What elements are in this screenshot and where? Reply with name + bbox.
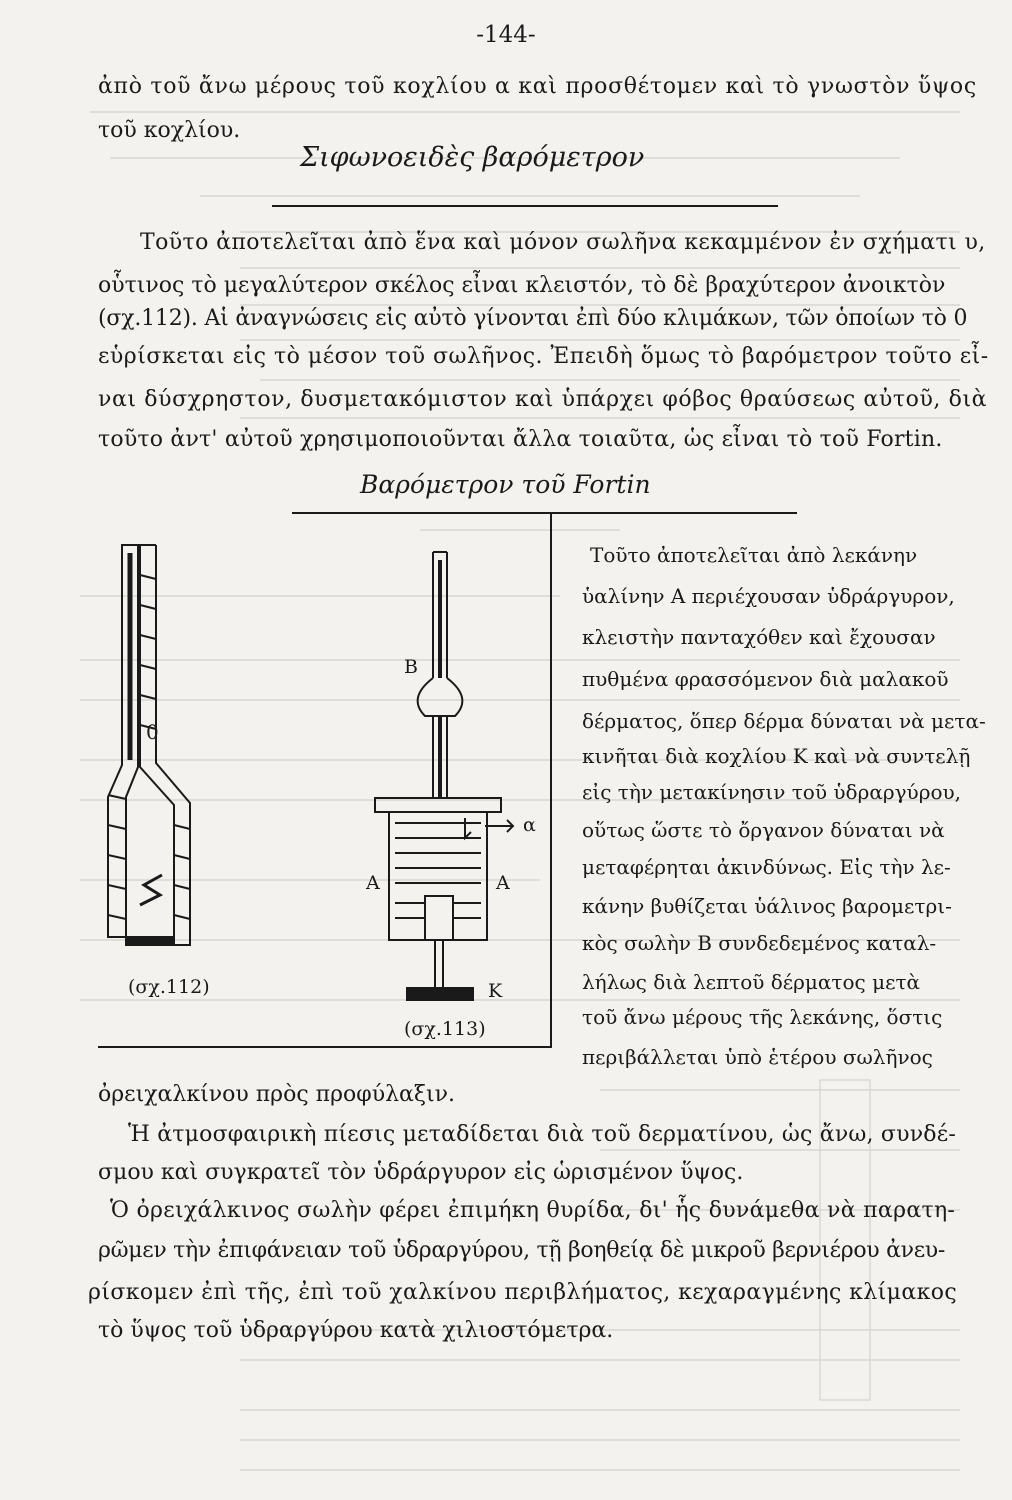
side-column-line: εἰς τὴν μετακίνησιν τοῦ ὑδραργύρου, [582, 780, 962, 804]
section-title-underline [272, 205, 778, 207]
side-column-line: περιβάλλεται ὑπὸ ἑτέρου σωλῆνος [582, 1045, 933, 1069]
figure-label-zero: 0 [146, 720, 159, 744]
side-column-line: Τοῦτο ἀποτελεῖται ἀπὸ λεκάνην [590, 543, 918, 567]
paragraph-line: τοῦτο ἀντ' αὐτοῦ χρησιμοποιοῦνται ἄλλα τοιαῦτα, ὡς εἶναι τὸ τοῦ Fortin. [98, 427, 943, 452]
figure-frame-right [550, 512, 552, 1047]
side-column-line: ὑαλίνην Α περιέχουσαν ὑδράργυρον, [582, 584, 955, 608]
side-column-line: μεταφέρηται ἀκινδύνως. Εἰς τὴν λε- [582, 855, 951, 879]
side-column-line: λήλως διὰ λεπτοῦ δέρματος μετὰ [582, 970, 921, 994]
side-column-line: κὸς σωλὴν Β συνδεδεμένος καταλ- [582, 931, 937, 955]
side-column-line: κάνην βυθίζεται ὑάλινος βαρομετρι- [582, 894, 952, 918]
paragraph-line: σμου καὶ συγκρατεῖ τὸν ὑδράργυρον εἰς ὡρισμένον ὕψος. [98, 1160, 744, 1185]
side-column-line: δέρματος, ὅπερ δέρμα δύναται νὰ μετα- [582, 709, 986, 733]
side-column-line: κινῆται διὰ κοχλίου Κ καὶ νὰ συντελῇ [582, 744, 971, 768]
paragraph-line: ρῶμεν τὴν ἐπιφάνειαν τοῦ ὑδραργύρου, τῇ βοηθείᾳ δὲ μικροῦ βερνιέρου ἀνευ- [98, 1238, 946, 1263]
page-number: -144- [476, 22, 536, 48]
paragraph-line: τὸ ὕψος τοῦ ὑδραργύρου κατὰ χιλιοστόμετρα. [98, 1318, 614, 1343]
figure-label-B: B [404, 656, 418, 678]
section-title-siphon-barometer: Σιφωνοειδὲς βαρόμετρον [300, 142, 645, 173]
paragraph-line: Ἡ ἀτμοσφαιρικὴ πίεσις μεταδίδεται διὰ τοῦ δερματίνου, ὡς ἄνω, συνδέ- [128, 1122, 956, 1147]
paragraph-line: ὀρειχαλκίνου πρὸς προφύλαξιν. [98, 1082, 455, 1107]
figure-caption-113: (σχ.113) [404, 1018, 486, 1040]
figure-caption-112: (σχ.112) [128, 976, 210, 998]
fortin-barometer-figure [375, 548, 545, 1008]
intro-line-1: ἀπὸ τοῦ ἄνω μέρους τοῦ κοχλίου α καὶ προσθέτομεν καὶ τὸ γνωστὸν ὕψος [98, 74, 977, 99]
section-title-fortin-barometer: Βαρόμετρον τοῦ Fortin [360, 470, 651, 499]
figure-label-K: K [488, 980, 503, 1002]
paragraph-line: εὑρίσκεται εἰς τὸ μέσον τοῦ σωλῆνος. Ἐπειδὴ ὅμως τὸ βαρόμετρον τοῦτο εἶ- [98, 344, 989, 369]
figure-label-A-left: A [366, 872, 380, 894]
figure-label-alpha: α [523, 814, 536, 836]
side-column-line: τοῦ ἄνω μέρους τῆς λεκάνης, ὅστις [582, 1005, 943, 1029]
side-column-line: κλειστὴν πανταχόθεν καὶ ἔχουσαν [582, 625, 936, 649]
intro-line-2: τοῦ κοχλίου. [98, 118, 241, 143]
paragraph-line: (σχ.112). Αἱ ἀναγνώσεις εἰς αὐτὸ γίνονται ἐπὶ δύο κλιμάκων, τῶν ὁποίων τὸ 0 [98, 306, 968, 331]
paragraph-line: οὗτινος τὸ μεγαλύτερον σκέλος εἶναι κλειστόν, τὸ δὲ βραχύτερον ἀνοικτὸν [98, 273, 946, 298]
paragraph-line: Τοῦτο ἀποτελεῖται ἀπὸ ἕνα καὶ μόνον σωλῆνα κεκαμμένον ἐν σχήματι υ, [140, 230, 986, 255]
side-column-line: οὕτως ὥστε τὸ ὄργανον δύναται νὰ [582, 818, 945, 842]
section-title-underline [292, 512, 797, 514]
figure-frame-bottom [98, 1046, 552, 1048]
paragraph-line: ναι δύσχρηστον, δυσμετακόμιστον καὶ ὑπάρχει φόβος θραύσεως αὐτοῦ, διὰ [98, 387, 988, 412]
side-column-line: πυθμένα φρασσόμενον διὰ μαλακοῦ [582, 667, 949, 691]
paragraph-line: Ὁ ὀρειχάλκινος σωλὴν φέρει ἐπιμήκη θυρίδα, δι' ἧς δυνάμεθα νὰ παρατη- [110, 1198, 956, 1223]
figure-label-A-right: A [496, 872, 510, 894]
siphon-barometer-figure [100, 535, 240, 955]
paragraph-line: ρίσκομεν ἐπὶ τῆς, ἐπὶ τοῦ χαλκίνου περιβλήματος, κεχαραγμένης κλίμακος [88, 1280, 958, 1305]
